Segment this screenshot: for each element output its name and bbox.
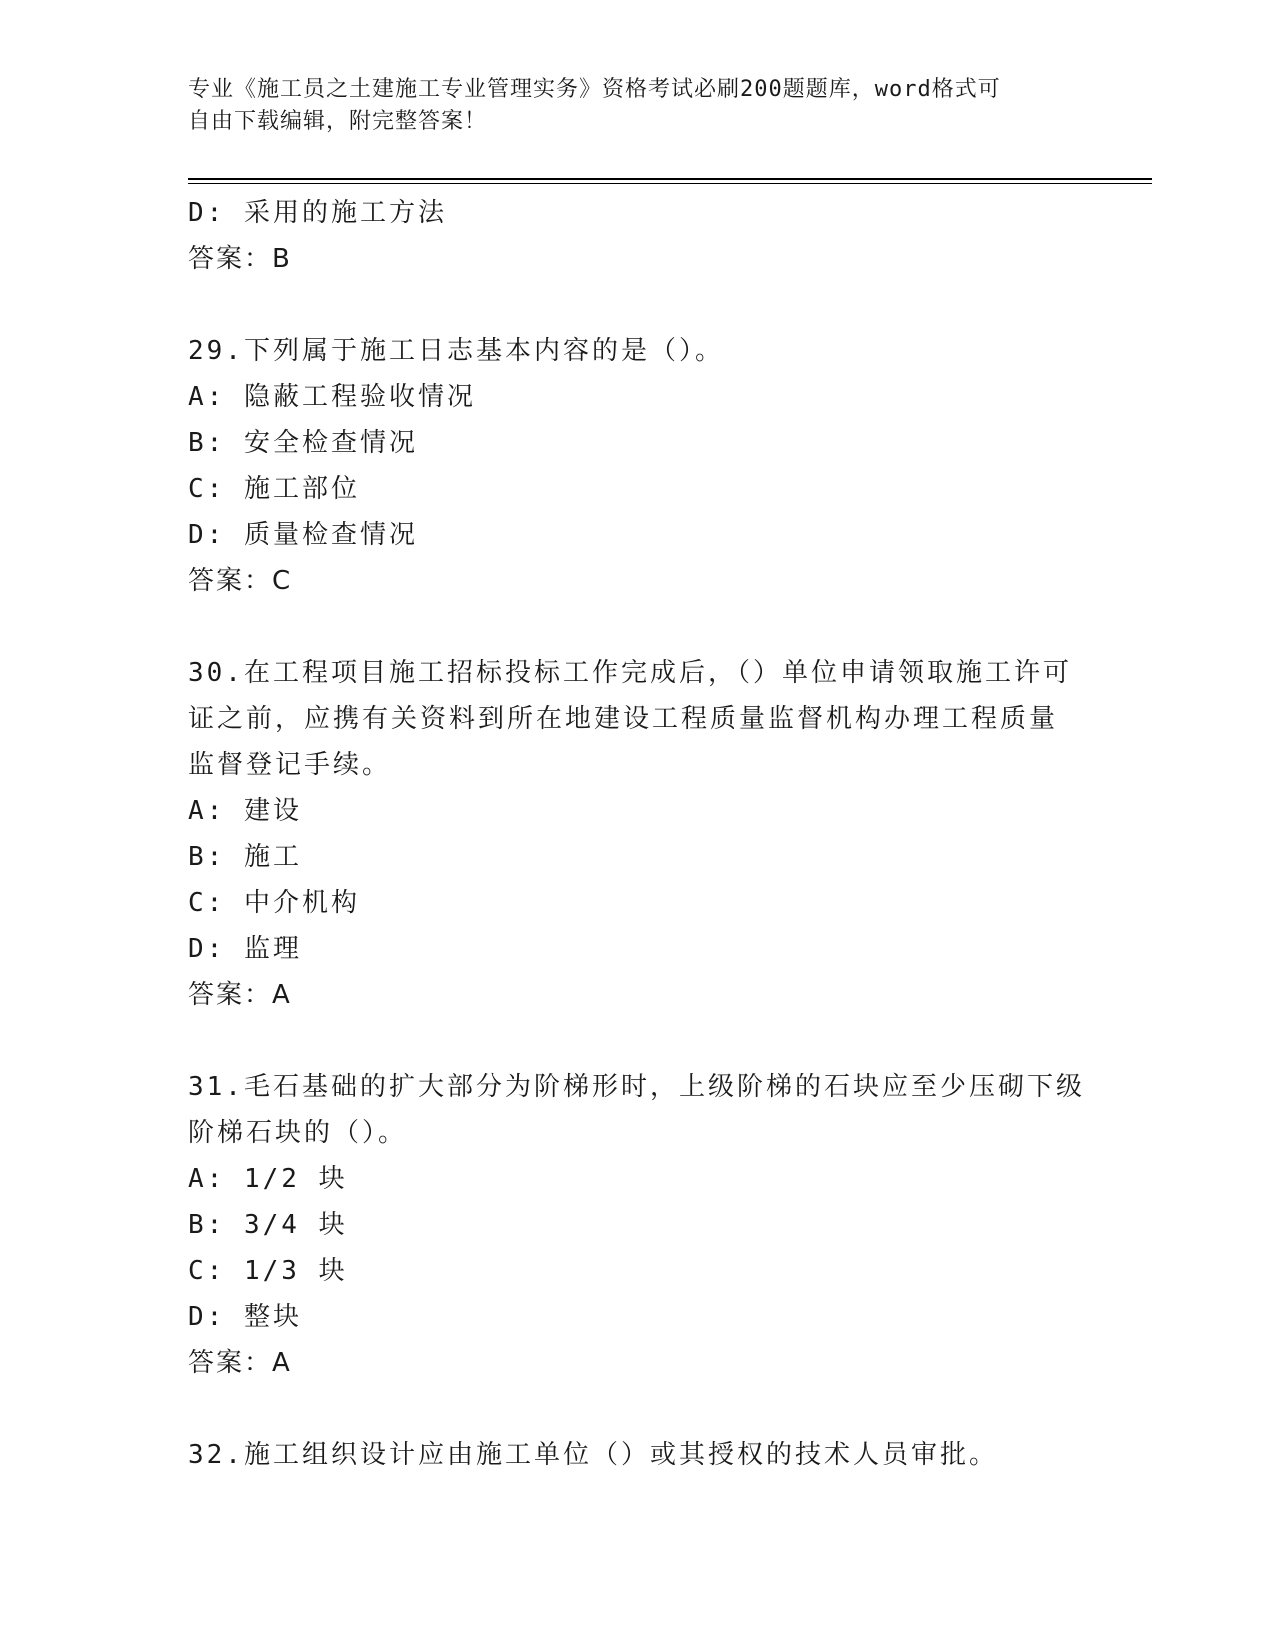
spacer bbox=[188, 1386, 1088, 1432]
spacer bbox=[188, 1018, 1088, 1064]
question-stem-line-2: 阶梯石块的（）。 bbox=[188, 1118, 408, 1148]
option-b: B: 3/4 块 bbox=[188, 1210, 348, 1240]
option-b: B: 安全检查情况 bbox=[188, 428, 418, 458]
option-a: A: 建设 bbox=[188, 796, 302, 826]
option-a: A: 隐蔽工程验收情况 bbox=[188, 382, 476, 412]
question-stem: 32.施工组织设计应由施工单位（）或其授权的技术人员审批。 bbox=[188, 1440, 998, 1470]
header-line-2: 自由下载编辑，附完整答案！ bbox=[188, 109, 488, 134]
option-d: D: 整块 bbox=[188, 1302, 302, 1332]
option-c: C: 施工部位 bbox=[188, 474, 360, 504]
question-30 bbox=[188, 650, 1088, 1018]
option-c: C: 1/3 块 bbox=[188, 1256, 348, 1286]
document-header bbox=[188, 74, 1068, 138]
answer-line: 答案：B bbox=[188, 244, 292, 274]
spacer bbox=[188, 604, 1088, 650]
header-divider-thick bbox=[188, 178, 1152, 180]
question-stem-line-2: 证之前，应携有关资料到所在地建设工程质量监督机构办理工程质量 bbox=[188, 704, 1059, 734]
question-32 bbox=[188, 1432, 1088, 1478]
question-stem: 29.下列属于施工日志基本内容的是（）。 bbox=[188, 336, 724, 366]
option-a: A: 1/2 块 bbox=[188, 1164, 348, 1194]
option-c: C: 中介机构 bbox=[188, 888, 360, 918]
option-d: D: 监理 bbox=[188, 934, 302, 964]
question-stem-line-3: 监督登记手续。 bbox=[188, 750, 392, 780]
answer-line: 答案：C bbox=[188, 566, 293, 596]
question-29 bbox=[188, 328, 1088, 604]
answer-line: 答案：A bbox=[188, 980, 292, 1010]
answer-line: 答案：A bbox=[188, 1348, 292, 1378]
spacer bbox=[188, 282, 1088, 328]
question-31 bbox=[188, 1064, 1088, 1386]
option-b: B: 施工 bbox=[188, 842, 302, 872]
header-line-1: 专业《施工员之土建施工专业管理实务》资格考试必刷200题题库，word格式可 bbox=[188, 77, 1001, 102]
question-stem-line-1: 30.在工程项目施工招标投标工作完成后，（）单位申请领取施工许可 bbox=[188, 658, 1072, 688]
question-28-tail bbox=[188, 190, 1088, 282]
question-stem-line-1: 31.毛石基础的扩大部分为阶梯形时，上级阶梯的石块应至少压砌下级 bbox=[188, 1072, 1085, 1102]
option-d: D: 采用的施工方法 bbox=[188, 198, 447, 228]
option-d: D: 质量检查情况 bbox=[188, 520, 418, 550]
header-divider-thin bbox=[188, 183, 1152, 184]
question-list bbox=[188, 190, 1088, 1478]
